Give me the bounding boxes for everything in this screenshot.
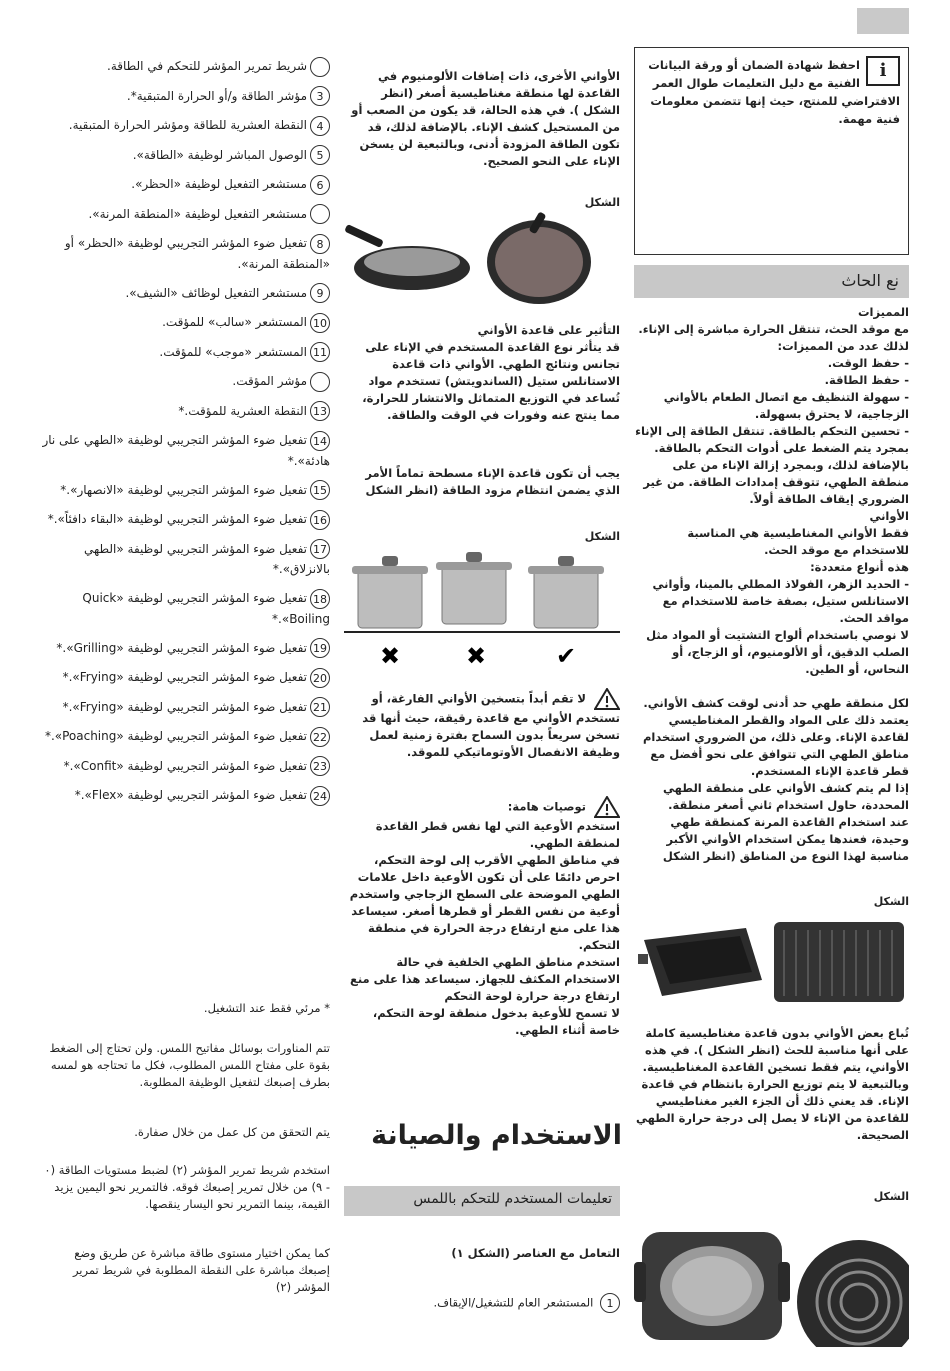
page-number-box: [857, 8, 909, 34]
features-heading: المميزات: [857, 305, 909, 319]
item-number: 10: [310, 313, 330, 333]
frying-pan-side-image: [344, 224, 470, 290]
recommendations-block: [344, 796, 620, 1039]
figure-label: الشكل: [873, 1190, 909, 1203]
warning-icon: [594, 796, 620, 818]
item-number: 14: [310, 431, 330, 451]
item-text: النقطة العشرية للمؤقت.*: [178, 403, 307, 418]
detect-text: لكل منطقة طهي حد أدنى لوقت كشف الأواني. يعتمد ذلك على المواد والقطر المغناطيسي لقاعدة الإناء. وعلى ذلك، من الضروري استخدام مناطق الطهي التي تتوافق على نحو أفضل مع قطر قاعدة الإناء المستخدم.: [642, 696, 909, 778]
item-number: 8: [310, 234, 330, 254]
control-item: [40, 667, 330, 688]
item-number: 17: [310, 539, 330, 559]
warning-text: لا تقم أبداً بتسخين الأواني الفارغة، أو تستخدم الأواني مع قاعدة رقيقة، حيث أنها قد تسخن سريعاً بدون السماح بفترة زمنية لعمل وظيفة الانفصال الأوتوماتيكي للموقد.: [362, 691, 620, 759]
warning-icon: [594, 688, 620, 710]
roasting-tray-image: [638, 928, 762, 996]
not-recommended-text: لا نوصي باستخدام ألواح التشتيت أو المواد مثل الصلب الدقيق، أو الألومنيوم، أو الزجاج، أو النحاس، أو الطين.: [646, 628, 909, 676]
induction-base-text: تُباع بعض الأواني بدون قاعدة مغناطيسية كاملة على أنها مناسبة للحث (انظر الشكل ). في هذه الأواني، يتم فقط تسخين القاعدة المغناطيسية. وبالتبعية لا يتم توزيع الحرارة بانتظام في قاعدة الإناء. قد يعني ذلك أن الجزء الغير مغناطيسي للقاعدة من الإناء لا يصل إلى درجة حرارة الطهي الصحيحة.: [635, 1026, 909, 1142]
pot-convex-image: [352, 556, 428, 628]
elements-heading: التعامل مع العناصر (الشكل ١): [451, 1246, 620, 1260]
item-number: 4: [310, 116, 330, 136]
control-item: [40, 785, 330, 806]
recommendations-heading: توصيات هامة:: [507, 799, 586, 814]
control-item: [344, 1293, 620, 1313]
feature-item: - سهولة التنظيف مع اتصال الطعام بالأواني الزجاجية، لا يحترق بسهولة.: [663, 390, 909, 421]
round-pan-base-image: [797, 1240, 909, 1347]
item-text: تفعيل ضوء المؤشر التجريبي لوظيفة «Frying».*: [62, 699, 307, 714]
recommendation-item: استخدم الأوعية التي لها نفس قطر القاعدة لمنطقة الطهي.: [375, 819, 620, 850]
right-column: [634, 304, 909, 865]
touch-control-title: تعليمات المستخدم للتحكم باللمس: [413, 1191, 612, 1207]
item-number: [310, 204, 330, 224]
item-number: 9: [310, 283, 330, 303]
item-text: المستشعر «سالب» للمؤقت.: [162, 315, 307, 329]
section-banner: [634, 265, 909, 298]
item-number: 13: [310, 401, 330, 421]
verify-text: يتم التحقق من كل عمل من خلال صفارة.: [134, 1125, 330, 1139]
figure-label: الشكل: [584, 530, 620, 543]
frying-pans-figure: [344, 210, 620, 308]
control-item: [40, 115, 330, 136]
cookware-figure-1: [634, 910, 909, 1005]
other-vessels-text: الأواني الأخرى، ذات إضافات الألومنيوم في القاعدة لها منطقة مغناطيسية أصغر (انظر الشكل ). في هذه الحالة، قد يكون من الصعب أو من المستحيل كشف الإناء. بالإضافة لذلك، قد تكون الطاقة المزودة أدنى، وبالتبعية لن يسخن الإناء على النحو الصحيح.: [351, 69, 620, 168]
feature-item: - تحسين التحكم بالطاقة. تنتقل الطاقة إلى الإناء بمجرد يتم الضغط على أدوات التحكم بالطاقة. بالإضافة لذلك، وبمجرد إزالة الإناء من على منطقة الطهي، تتوقف إمدادات الطاقة. من غير الضروري إيقاف الطاقة أولاً.: [635, 424, 909, 506]
not-detect-text: إذا لم يتم كشف الأواني على منطقة الطهي المحددة، حاول استخدام ثاني أصغر منطقة.: [663, 781, 909, 812]
control-item: [40, 726, 330, 747]
item-number: 22: [310, 727, 330, 747]
control-item: [40, 430, 330, 471]
item-text: تفعيل ضوء المؤشر التجريبي لوظيفة «الطهي على نار هادئة».*: [42, 433, 330, 468]
item-number: 19: [310, 638, 330, 658]
info-book-icon: i: [866, 56, 900, 86]
item-number: [310, 372, 330, 392]
usage-maintenance-title: الاستخدام والصيانة: [371, 1120, 622, 1151]
control-list: [40, 56, 330, 806]
control-item: [40, 509, 330, 530]
item-text: مؤشر المؤقت.: [232, 374, 307, 388]
check-icon: ✔: [556, 642, 577, 670]
intro-text: مع موقد الحث، تنتقل الحرارة مباشرة إلى الإناء.: [638, 322, 909, 336]
base-effect-block: [344, 322, 620, 424]
control-item: [40, 401, 330, 422]
item-text: النقطة العشرية للطاقة ومؤشر الحرارة المتبقية.: [68, 118, 307, 132]
recommendation-item: استخدم مناطق الطهي الخلفية في حالة الاستخدام المكثف للجهاز. سيساعد هذا على منع ارتفاع درجة حرارة لوحة التحكم: [349, 955, 620, 1003]
item-number: 18: [310, 589, 330, 609]
pot-base-figure: [344, 548, 620, 673]
flat-base-text: يجب أن تكون قاعدة الإناء مسطحة تماماً الأمر الذي يضمن انتظام مزود الطاقة (انظر الشكل: [365, 466, 620, 497]
item-text: مستشعر التفعيل لوظيفة «المنطقة المرنة».: [88, 206, 307, 221]
control-item: [40, 756, 330, 777]
item-text: الوصول المباشر لوظيفة «الطاقة».: [132, 147, 307, 162]
item-number: 16: [310, 510, 330, 530]
item-number: 23: [310, 756, 330, 776]
types-heading: هذه أنواع متعددة:: [810, 560, 909, 574]
visible-note: * مرئي فقط عند التشغيل.: [203, 1001, 330, 1015]
feature-item: - حفظ الطاقة.: [824, 373, 909, 387]
warning-block: [344, 688, 620, 761]
touch-control-banner: [344, 1186, 620, 1216]
control-item: [40, 86, 330, 107]
item-number: 3: [310, 86, 330, 106]
figure-label: الشكل: [873, 895, 909, 908]
pan-base-image: [634, 1232, 790, 1340]
touch-text: تتم المناورات بوسائل مفاتيح اللمس. ولن تحتاج إلى الضغط بقوة على مفتاح اللمس المطلوب، فكل ما تحتاجه هو لمسه بطرف إصبعك لتفعيل الوظيفة المطلوبة.: [49, 1041, 330, 1089]
control-item: [40, 371, 330, 392]
control-item: [40, 312, 330, 333]
base-effect-heading: التأثير على قاعدة الأواني: [477, 323, 620, 337]
pot-concave-image: [436, 552, 512, 624]
control-item: [40, 480, 330, 501]
cross-icon: ✖: [380, 642, 401, 670]
item-text: تفعيل ضوء المؤشر التجريبي لوظيفة «الانصهار».*: [60, 482, 307, 497]
control-item: [40, 233, 330, 274]
figure-label: الشكل: [584, 196, 620, 209]
control-item: [40, 342, 330, 363]
flex-text: عند استخدام القاعدة المرنة كمنطقة طهي وحيدة، فعندها يمكن استخدام الأواني الأكبر مناسبة لهذا النوع من المناطق (انظر الشكل: [662, 815, 909, 863]
item-text: تفعيل ضوء المؤشر التجريبي لوظيفة «Quick Boiling».*: [82, 591, 330, 626]
item-number: 21: [310, 697, 330, 717]
feature-item: - حفظ الوقت.: [827, 356, 909, 370]
item-number: [310, 57, 330, 77]
control-item: [40, 174, 330, 195]
control-item: [40, 56, 330, 77]
item-text: المستشعر العام للتشغيل/الإيقاف.: [433, 1295, 594, 1310]
pot-flat-image: [528, 556, 604, 628]
item-text: تفعيل ضوء المؤشر التجريبي لوظيفة «Poaching».*: [44, 729, 307, 743]
features-lead: لذلك عدد من المميزات:: [777, 339, 909, 353]
control-item: [40, 283, 330, 304]
slider-text: استخدم شريط تمرير المؤشر (٢) لضبط مستويات الطاقة (٠ - ٩) من خلال تمرير إصبعك فوقه. فالتمرير نحو اليمين يزيد القيمة، بينما التمرير نحو اليسار ينقصها.: [44, 1163, 330, 1211]
section-title: نع الحاث: [841, 271, 899, 290]
item-text: مستشعر التفعيل لوظيفة «الحظر».: [131, 177, 307, 191]
control-item: [40, 539, 330, 580]
info-box-text: احفظ شهادة الضمان أو ورقة البيانات الفنية مع دليل التعليمات طوال العمر الافتراضي للمنتج، حيث إنها تتضمن معلومات فنية مهمة.: [648, 58, 900, 126]
direct-text: كما يمكن اختيار مستوى طاقة مباشرة عن طريق وضع إصبعك مباشرة على النقطة المطلوبة في شريط تمرير المؤشر (٢): [72, 1246, 330, 1294]
control-item: [40, 204, 330, 225]
item-text: تفعيل ضوء المؤشر التجريبي لوظيفة «الطهي بالانزلاق».*: [84, 541, 330, 576]
control-item: [40, 145, 330, 166]
item-number: 1: [600, 1293, 620, 1313]
cross-icon: ✖: [466, 642, 487, 670]
item-text: المستشعر «موجب» للمؤقت.: [159, 344, 307, 359]
item-number: 20: [310, 668, 330, 688]
base-effect-text: قد يتأثر نوع القاعدة المستخدم في الإناء على تجانس ونتائج الطهي. الأواني ذات قاعدة الاستانلس ستيل (الساندويتش) تستخدم مواد تُساعد في التوزيع المتماثل والانتشار للحرارة، مما ينتج عنه وفورات في الوقت والطاقة.: [362, 340, 620, 422]
recommendation-item: لا تسمح للأوعية بدخول منطقة لوحة التحكم، خاصة أثناء الطهي.: [372, 1006, 620, 1037]
info-box: [634, 47, 909, 255]
item-text: تفعيل ضوء المؤشر التجريبي لوظيفة «Grilling».*: [56, 640, 307, 655]
item-number: 6: [310, 175, 330, 195]
control-item: [40, 588, 330, 629]
frying-pan-top-image: [487, 211, 591, 304]
control-item: [40, 638, 330, 659]
item-number: 15: [310, 480, 330, 500]
item-number: 5: [310, 145, 330, 165]
item-text: تفعيل ضوء المؤشر التجريبي لوظيفة «البقاء دافئاً».*: [47, 512, 307, 526]
item-text: تفعيل ضوء المؤشر التجريبي لوظيفة «Flex».*: [74, 788, 307, 802]
control-item: [40, 697, 330, 718]
item-text: شريط تمرير المؤشر للتحكم في الطاقة.: [107, 59, 307, 73]
item-number: 11: [310, 342, 330, 362]
item-text: تفعيل ضوء المؤشر التجريبي لوظيفة «Confit».*: [63, 758, 307, 773]
grill-pan-image: [774, 922, 904, 1002]
cookware-figure-2: [634, 1212, 909, 1347]
item-text: مستشعر التفعيل لوظائف «الشيف».: [125, 285, 307, 300]
left-column: [40, 56, 330, 815]
item-text: مؤشر الطاقة و/أو الحرارة المتبقية*.: [126, 88, 307, 103]
item-text: تفعيل ضوء المؤشر التجريبي لوظيفة «Frying».*: [62, 670, 307, 684]
vessels-text: فقط الأواني المغناطيسية هي المناسبة للاستخدام مع موقد الحث.: [687, 526, 909, 557]
recommendation-item: في مناطق الطهي الأقرب إلى لوحة التحكم، احرص دائمًا على أن تكون الأوعية داخل علامات الطهي الموضحة على السطح الزجاجي واستخدم أوعية من نفس القطر أو قطرها أصغر. سيساعد هذا على منع ارتفاع درجة الحرارة في منطقة التحكم.: [349, 853, 620, 952]
item-text: تفعيل ضوء المؤشر التجريبي لوظيفة «الحظر» أو «المنطقة المرنة».: [64, 236, 330, 271]
types-text: - الحديد الزهر، الفولاذ المطلي بالمينا، وأواني الاستانلس ستيل، بصفة خاصة للاستخدام مع مواقد الحث.: [652, 577, 909, 625]
item-number: 24: [310, 786, 330, 806]
vessels-heading: الأواني: [869, 509, 909, 523]
